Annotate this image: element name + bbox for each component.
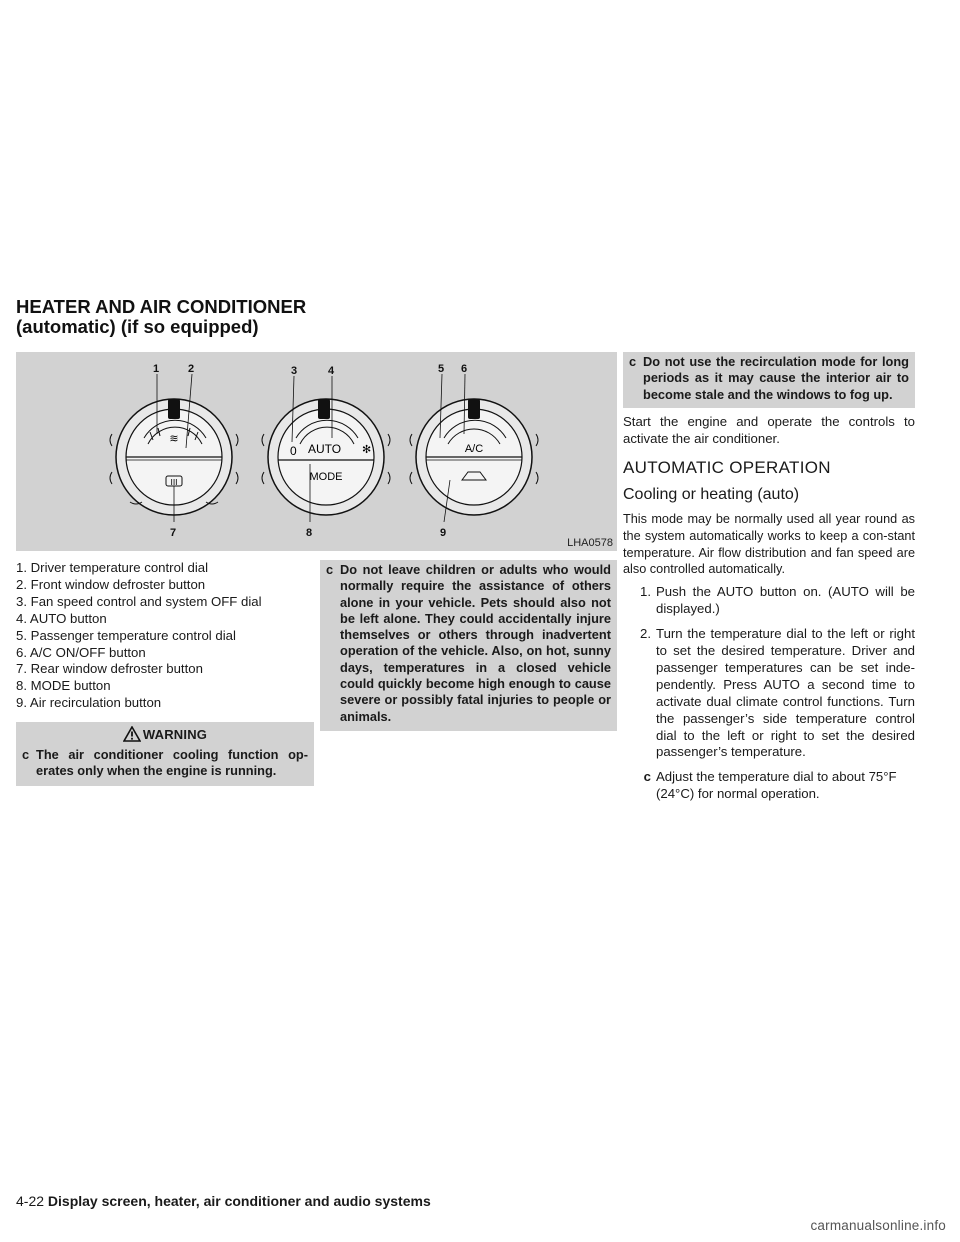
legend-item: 4. AUTO button xyxy=(16,610,107,626)
step-text: Push the AUTO button on. (AUTO will be displayed.) xyxy=(656,584,915,617)
figure-legend xyxy=(16,560,314,712)
svg-text:III: III xyxy=(170,478,178,487)
figure-code: LHA0578 xyxy=(567,537,613,549)
warning-item xyxy=(22,747,308,780)
warning-text: The air conditioner cooling function op-erates only when the engine is running. xyxy=(36,747,308,779)
fan-speed-dial xyxy=(262,399,390,515)
legend-item: 3. Fan speed control and system OFF dial xyxy=(16,593,262,609)
tip-item xyxy=(623,769,915,803)
warning-text: Do not leave children or adults who would normally require the assistance of others alone in your vehicle. Pets should also not be left alone. They could accidentally injure themselves or others through inadvertent operation of the vehicle. Also, on hot, sunny days, temperatures in a closed vehicle could quickly become high enough to cause severe or possibly fatal injuries to people or animals. xyxy=(340,562,611,724)
callout-3: 3 xyxy=(291,365,298,377)
step-text: Turn the temperature dial to the left or right to set the desired temperature. Driver and passenger temperatures can be set inde-pendently. Press AUTO a second time to activate dual climate control functions. Turn the passenger’s side temperature control dial to the left or right to set the desired passenger’s temperature. xyxy=(656,626,915,760)
column-middle xyxy=(320,560,617,731)
warning-box-right xyxy=(623,352,915,408)
section-title-line1: HEATER AND AIR CONDITIONER xyxy=(16,296,307,317)
legend-item: 8. MODE button xyxy=(16,678,111,694)
control-panel-illustration xyxy=(16,352,617,551)
intro-paragraph: Start the engine and operate the controls to activate the air conditioner. xyxy=(623,413,915,446)
legend-item: 7. Rear window defroster button xyxy=(16,661,203,677)
warning-triangle-icon xyxy=(123,726,141,742)
control-panel-figure xyxy=(16,352,617,551)
page-footer xyxy=(16,1193,431,1209)
section-title xyxy=(16,297,306,337)
chapter-title: Display screen, heater, air conditioner and audio systems xyxy=(47,1193,431,1209)
legend-item: 9. Air recirculation button xyxy=(16,695,162,711)
automatic-operation-heading: AUTOMATIC OPERATION xyxy=(623,457,831,477)
callout-5: 5 xyxy=(438,363,445,375)
step-number: 2. xyxy=(640,626,651,642)
page-number: 4-22 xyxy=(16,1193,45,1209)
column-left xyxy=(16,560,314,786)
callout-9: 9 xyxy=(440,527,447,539)
step-number: 1. xyxy=(640,584,651,600)
dial-ac-label: A/C xyxy=(464,443,484,455)
dial-zero-label: 0 xyxy=(290,444,297,458)
dial-auto-label: AUTO xyxy=(308,442,342,456)
svg-text:✻: ✻ xyxy=(362,443,372,456)
cooling-heating-subheading: Cooling or heating (auto) xyxy=(623,485,800,503)
auto-mode-description: This mode may be normally used all year round as the system automatically works to keep a con-stant temperature. Air flow distribution and fan speed are also controlled automatically. xyxy=(623,511,915,577)
callout-1: 1 xyxy=(153,363,160,375)
legend-item: 6. A/C ON/OFF button xyxy=(16,644,146,660)
warning-text: Do not use the recirculation mode for long periods as it may cause the interior air to become stale and the windows to fog up. xyxy=(643,354,909,402)
warning-heading xyxy=(16,722,314,746)
bullet-mark: c xyxy=(643,769,651,785)
section-title-line2: (automatic) (if so equipped) xyxy=(16,316,259,337)
step-list xyxy=(623,584,915,761)
legend-item: 2. Front window defroster button xyxy=(16,576,206,592)
callout-4: 4 xyxy=(328,365,335,377)
svg-text:≋: ≋ xyxy=(169,432,179,445)
warning-heading-text: WARNING xyxy=(142,726,208,742)
dial-mode-label: MODE xyxy=(309,471,343,483)
passenger-temp-dial xyxy=(410,399,538,515)
legend-item: 5. Passenger temperature control dial xyxy=(16,627,236,643)
watermark: carmanualsonline.info xyxy=(810,1218,946,1233)
column-right xyxy=(623,352,915,803)
tip-text: Adjust the temperature dial to about 75°F (24°C) for normal operation. xyxy=(656,769,897,802)
callout-8: 8 xyxy=(306,527,313,539)
bullet-mark: c xyxy=(326,562,334,577)
bullet-mark: c xyxy=(629,354,637,369)
warning-item xyxy=(326,562,611,725)
warning-box-middle xyxy=(320,560,617,731)
step-item xyxy=(623,584,915,618)
warning-item xyxy=(629,354,909,403)
callout-2: 2 xyxy=(188,363,195,375)
step-item xyxy=(623,626,915,761)
callout-6: 6 xyxy=(461,363,468,375)
legend-item: 1. Driver temperature control dial xyxy=(16,560,209,575)
warning-box-left xyxy=(16,746,314,786)
bullet-mark: c xyxy=(22,747,30,763)
callout-7: 7 xyxy=(170,527,177,539)
